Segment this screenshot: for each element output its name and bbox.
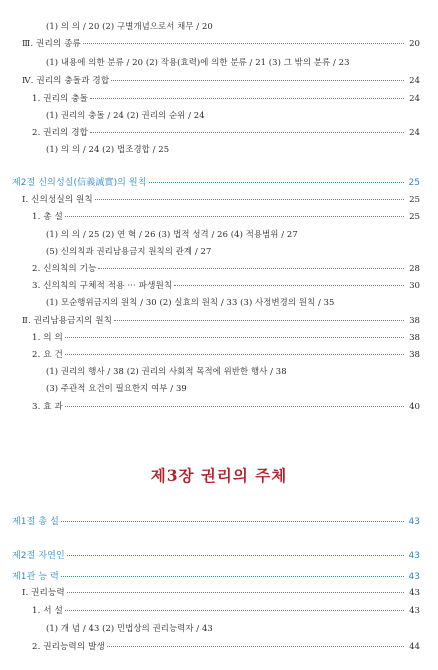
toc-page-number: 24 <box>409 128 420 138</box>
toc-entry-text: (1) 모순행위금지의 원칙 / 30 (2) 실효의 원칙 / 33 (3) 사정변경의 원칙 / 35 <box>46 297 335 307</box>
toc-entry-text: 3. 효 과 <box>32 402 63 412</box>
toc-page-number: 43 <box>408 551 420 561</box>
toc-subentries <box>0 109 438 121</box>
dot-leader <box>90 132 404 133</box>
toc-entry <box>0 92 438 104</box>
toc-page-number: 44 <box>409 642 420 652</box>
toc-section-heading <box>0 514 438 527</box>
toc-entry-text: 1. 총 설 <box>32 212 63 222</box>
toc-page-number: 38 <box>409 333 420 343</box>
toc-entry-text: (1) 의 의 / 25 (2) 연 혁 / 26 (3) 법적 성격 / 26 (4) 적용범위 / 27 <box>46 229 298 239</box>
toc-subentries <box>0 365 438 377</box>
toc-page-number: 38 <box>409 350 420 360</box>
toc-subentries <box>0 228 438 240</box>
dot-leader <box>61 576 404 577</box>
dot-leader <box>65 337 404 338</box>
toc-entry <box>0 586 438 598</box>
dot-leader <box>83 43 404 44</box>
toc-entry-text: (1) 권리의 행사 / 38 (2) 권리의 사회적 목적에 위반한 행사 / 38 <box>46 366 287 376</box>
toc-entry <box>0 126 438 138</box>
toc-entry-text: (1) 내용에 의한 분류 / 20 (2) 작용(효력)에 의한 분류 / 21 (3) 그 밖의 분류 / 23 <box>46 57 350 67</box>
toc-page-number: 25 <box>409 195 420 205</box>
toc-entry-text: 1. 권리의 충돌 <box>32 94 89 104</box>
dot-leader <box>67 592 404 593</box>
chapter-title: 제3장 권리의 주체 <box>150 466 288 485</box>
toc-entry-text: (1) 개 념 / 43 (2) 민법상의 권리능력자 / 43 <box>46 623 213 633</box>
toc-entry-text: Ⅱ. 권리남용금지의 원칙 <box>22 316 113 326</box>
toc-entry-text: 2. 요 건 <box>32 350 63 360</box>
toc-entry-text: 2. 신의칙의 기능 <box>32 264 97 274</box>
toc-entry <box>0 331 438 343</box>
dot-leader <box>65 216 404 217</box>
toc-page-number: 43 <box>409 588 420 598</box>
toc-entry <box>0 210 438 222</box>
dot-leader <box>95 199 404 200</box>
toc-subentries <box>0 296 438 308</box>
toc-entry-text: Ⅲ. 권리의 종류 <box>22 39 81 49</box>
toc-page-number: 43 <box>409 606 420 616</box>
toc-entry-text: Ⅳ. 권리의 충돌과 경합 <box>22 76 110 86</box>
dot-leader <box>114 320 404 321</box>
toc-page-number: 30 <box>409 281 420 291</box>
toc-section-heading <box>0 548 438 561</box>
toc-entry-text: (1) 의 의 / 20 (2) 구별개념으로서 채무 / 20 <box>46 21 213 31</box>
toc-subentries <box>0 622 438 634</box>
dot-leader <box>107 646 404 647</box>
toc-subentries <box>0 382 438 394</box>
toc-entry-text: 3. 신의칙의 구체적 적용 ··· 파생원칙 <box>32 281 173 291</box>
toc-entry <box>0 604 438 616</box>
toc-entry-text: 1. 서 설 <box>32 606 63 616</box>
toc-entry-text: Ⅰ. 권리능력 <box>22 588 65 598</box>
dot-leader <box>90 98 404 99</box>
toc-entry <box>0 400 438 412</box>
toc-entry <box>0 348 438 360</box>
toc-subentries <box>0 56 438 68</box>
dot-leader <box>65 354 404 355</box>
dot-leader <box>65 610 404 611</box>
toc-subentries <box>0 245 438 257</box>
toc-entry-text: 제2절 신의성실(信義誠實)의 원칙 <box>12 178 147 188</box>
toc-entry-text: (1) 권리의 충돌 / 24 (2) 권리의 순위 / 24 <box>46 110 205 120</box>
toc-entry <box>0 279 438 291</box>
toc-entry-text: Ⅰ. 신의성실의 원칙 <box>22 195 93 205</box>
dot-leader <box>174 285 404 286</box>
toc-page-number: 25 <box>409 212 420 222</box>
toc-entry-text: (1) 의 의 / 24 (2) 법조경합 / 25 <box>46 144 170 154</box>
toc-page-number: 43 <box>408 572 420 582</box>
toc-entry-text: 제2절 자연인 <box>12 551 65 561</box>
dot-leader <box>67 555 404 556</box>
toc-entry <box>0 640 438 652</box>
toc-entry-text: 1. 의 의 <box>32 333 63 343</box>
toc-entry <box>0 37 438 49</box>
toc-entry <box>0 262 438 274</box>
toc-section-heading <box>0 569 438 582</box>
toc-page-number: 24 <box>409 94 420 104</box>
toc-page-number: 28 <box>409 264 420 274</box>
toc-entry-text: (3) 주관적 요건이 필요한지 여부 / 39 <box>46 383 187 393</box>
dot-leader <box>111 80 404 81</box>
toc-page-number: 20 <box>409 39 420 49</box>
toc-entry-text: 제1절 총 설 <box>12 517 59 527</box>
toc-entry <box>0 193 438 205</box>
toc-page-number: 38 <box>409 316 420 326</box>
dot-leader <box>65 406 404 407</box>
toc-page-number: 24 <box>409 76 420 86</box>
toc-entry-text: 2. 권리능력의 발생 <box>32 642 105 652</box>
dot-leader <box>149 182 404 183</box>
toc-entry-text: 2. 권리의 경합 <box>32 128 89 138</box>
toc-entry <box>0 74 438 86</box>
toc-entry <box>0 314 438 326</box>
toc-page-number: 40 <box>409 402 420 412</box>
toc-page-number: 43 <box>408 517 420 527</box>
toc-entry-text: (5) 신의칙과 권리남용금지 원칙의 관계 / 27 <box>46 246 212 256</box>
toc-subentries <box>0 143 438 155</box>
toc-entry-text: 제1관 능 력 <box>12 572 59 582</box>
toc-page-number: 25 <box>408 178 420 188</box>
dot-leader <box>98 268 404 269</box>
dot-leader <box>61 521 404 522</box>
toc-section-heading <box>0 175 438 188</box>
toc-subentries <box>0 20 438 32</box>
